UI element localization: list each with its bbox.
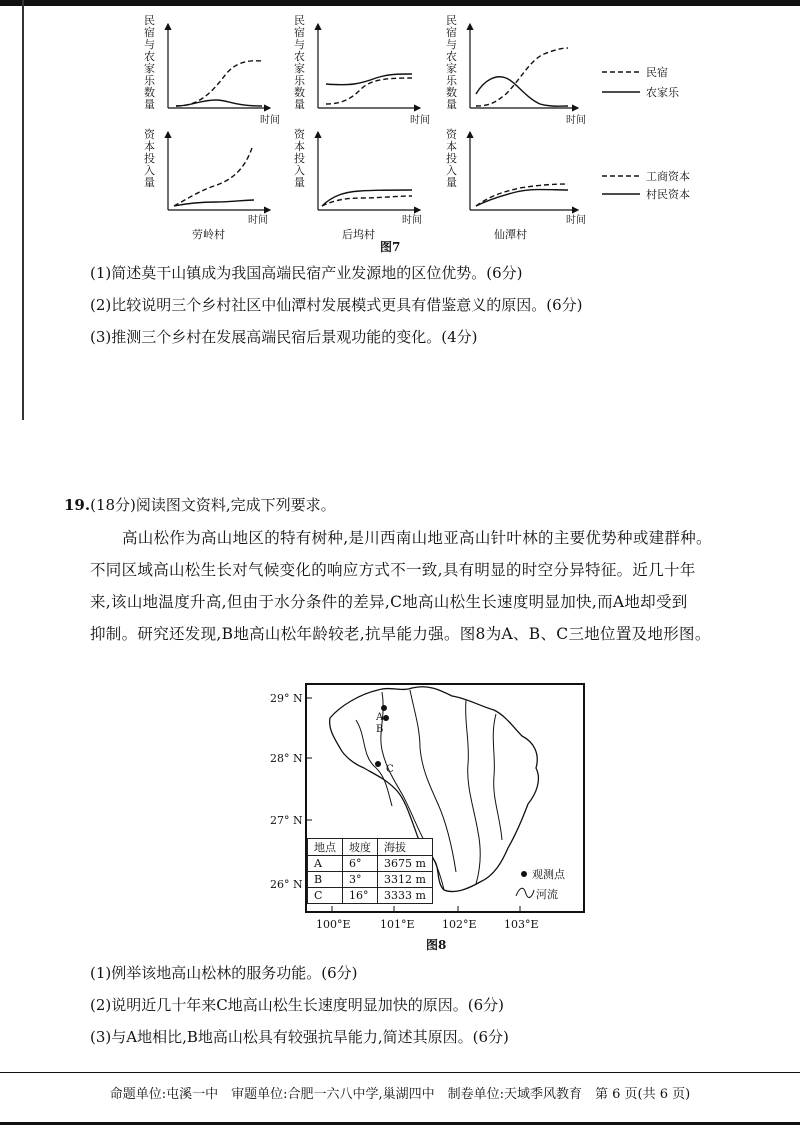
- point-label: B: [376, 724, 384, 735]
- legend-bottom: [602, 169, 690, 201]
- commercial-capital-line: [174, 148, 252, 206]
- point-c: [375, 761, 381, 767]
- lat-label: 26° N: [270, 878, 303, 891]
- figure8-table: [307, 838, 433, 904]
- chart-xiantan-capital: [470, 132, 586, 241]
- river: [493, 714, 502, 840]
- lat-label: 29° N: [270, 692, 303, 705]
- chart-xiantan-homestay: [470, 24, 586, 126]
- farmstay-line: [476, 77, 568, 106]
- lon-label: 102°E: [442, 918, 477, 931]
- legend-label: 河流: [536, 888, 558, 901]
- river: [466, 700, 481, 884]
- homestay-line: [176, 61, 262, 106]
- table-row: 地点 坡度 海拔: [308, 839, 433, 856]
- page-footer: 命题单位:屯溪一中 审题单位:合肥一六八中学,巢湖四中 制卷单位:天域季风教育 第 6 页(共 6 页): [0, 1072, 800, 1102]
- point-label: A: [376, 712, 384, 723]
- homestay-count-y-label: 民宿与农家乐数量: [294, 14, 305, 111]
- x-label: 时间: [566, 215, 586, 226]
- village-label: 仙潭村: [494, 228, 527, 241]
- capital-input-y-label: 资本投入量: [144, 128, 155, 189]
- margin-rule: [22, 0, 24, 420]
- farmstay-line: [176, 100, 262, 106]
- svg-text:农家乐: 农家乐: [646, 86, 679, 99]
- homestay-count-y-label: 民宿与农家乐数量: [446, 14, 457, 111]
- q18-2: (2)比较说明三个乡村社区中仙潭村发展模式更具有借鉴意义的原因。(6分): [90, 296, 583, 314]
- paragraph-line: 不同区域高山松生长对气候变化的响应方式不一致,具有明显的时空分异特征。近几十年: [90, 561, 696, 579]
- q19-intro: (18分)阅读图文资料,完成下列要求。: [90, 496, 336, 514]
- figure7-charts: [140, 10, 700, 250]
- x-label: 时间: [402, 215, 422, 226]
- point-label: C: [386, 764, 394, 775]
- paragraph-line: 高山松作为高山地区的特有树种,是川西南山地亚高山针叶林的主要优势种或建群种。: [122, 529, 712, 547]
- commercial-capital-line: [476, 184, 568, 206]
- x-label: 时间: [566, 115, 586, 126]
- river: [356, 720, 392, 806]
- capital-input-y-label: 资本投入量: [294, 128, 305, 189]
- commercial-capital-line: [322, 196, 412, 206]
- table-row: B 3° 3312 m: [308, 872, 433, 888]
- lon-label: 103°E: [504, 918, 539, 931]
- legend-river-icon: [516, 888, 534, 897]
- legend-label: 观测点: [532, 868, 565, 881]
- chart-laoling-homestay: [168, 24, 280, 126]
- top-border: [0, 0, 800, 6]
- villager-capital-line: [174, 200, 254, 206]
- point-b: [383, 715, 389, 721]
- table-row: C 16° 3333 m: [308, 888, 433, 904]
- svg-text:村民资本: 村民资本: [646, 188, 690, 201]
- villager-capital-line: [322, 190, 412, 206]
- paragraph-line: 抑制。研究还发现,B地高山松年龄较老,抗旱能力强。图8为A、B、C三地位置及地形图。: [90, 625, 711, 643]
- x-label: 时间: [248, 215, 268, 226]
- q18-3: (3)推测三个乡村在发展高端民宿后景观功能的变化。(4分): [90, 328, 478, 346]
- lat-label: 27° N: [270, 814, 303, 827]
- x-label: 时间: [410, 115, 430, 126]
- q19-number: 19.: [64, 496, 91, 514]
- lon-label: 101°E: [380, 918, 415, 931]
- table-row: A 6° 3675 m: [308, 856, 433, 872]
- homestay-line: [326, 78, 412, 104]
- chart-houwu-homestay: [318, 24, 430, 126]
- homestay-line: [476, 48, 568, 106]
- q19-header: [64, 494, 336, 515]
- village-label: 后坞村: [342, 228, 375, 241]
- svg-text:民宿: 民宿: [646, 66, 668, 79]
- figure8-caption: 图8: [426, 938, 447, 952]
- lat-label: 28° N: [270, 752, 303, 765]
- x-label: 时间: [260, 115, 280, 126]
- q19-paragraph: [90, 522, 790, 650]
- svg-text:工商资本: 工商资本: [646, 170, 690, 183]
- chart-houwu-capital: [318, 132, 422, 241]
- q18-1: (1)简述莫干山镇成为我国高端民宿产业发源地的区位优势。(6分): [90, 264, 523, 282]
- paragraph-line: 来,该山地温度升高,但由于水分条件的差异,C地高山松生长速度明显加快,而A地却受到: [90, 593, 688, 611]
- legend-dot-icon: [521, 871, 527, 877]
- figure7-caption: 图7: [380, 240, 401, 254]
- chart-laoling-capital: [168, 132, 270, 241]
- q19-3: (3)与A地相比,B地高山松具有较强抗旱能力,简述其原因。(6分): [90, 1028, 509, 1046]
- legend-top: [602, 65, 680, 99]
- lon-label: 100°E: [316, 918, 351, 931]
- bottom-border: [0, 1122, 800, 1125]
- capital-input-y-label: 资本投入量: [446, 128, 457, 189]
- point-a: [381, 705, 387, 711]
- homestay-count-y-label: 民宿与农家乐数量: [144, 14, 155, 111]
- village-label: 劳岭村: [192, 228, 225, 241]
- q19-1: (1)例举该地高山松林的服务功能。(6分): [90, 964, 358, 982]
- q19-2: (2)说明近几十年来C地高山松生长速度明显加快的原因。(6分): [90, 996, 504, 1014]
